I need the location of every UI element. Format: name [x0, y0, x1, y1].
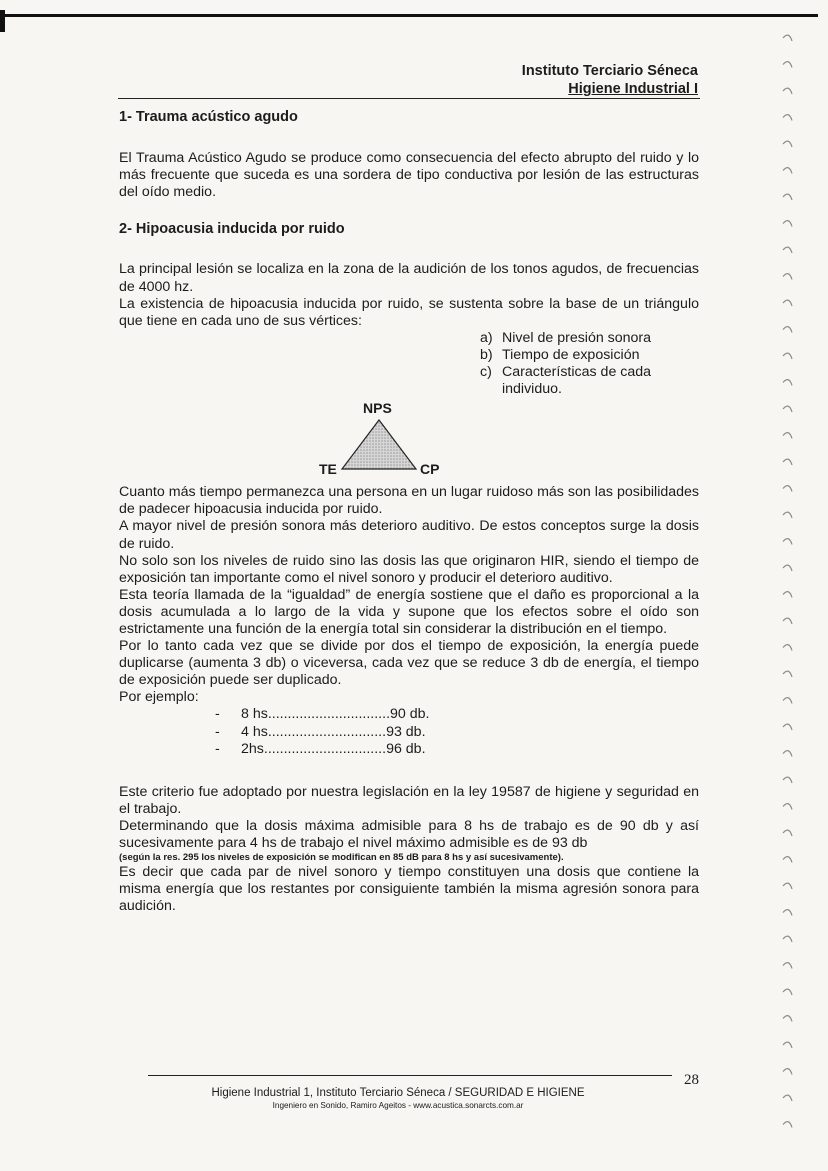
list-item-text: 8 hs...............................90 db.: [241, 706, 430, 723]
list-item-text: Nivel de presión sonora: [502, 329, 652, 346]
triangle-label-left: TE: [319, 461, 337, 478]
section-2-paragraph-5: No solo son los niveles de ruido sino las dosis las que originaron HIR, siendo el tiempo de exposición tan importante como el nivel sonoro y producir el deterioro auditivo.: [119, 552, 699, 586]
binding-ring-mark: [783, 88, 792, 94]
footer-rule: [148, 1075, 672, 1076]
binding-ring-mark: [783, 406, 792, 412]
binding-ring-mark: [783, 433, 792, 439]
binding-ring-mark: [783, 353, 792, 359]
triangle-label-top: NPS: [363, 400, 392, 417]
binding-ring-mark: [783, 247, 792, 253]
binding-ring-mark: [783, 35, 792, 41]
binding-ring-mark: [783, 62, 792, 68]
section-2-paragraph-4: A mayor nivel de presión sonora más deterioro auditivo. De estos conceptos surge la dosis de ruido.: [119, 518, 699, 552]
noise-triangle-diagram: [294, 398, 444, 478]
list-item-label: a): [480, 329, 493, 346]
binding-ring-mark: [783, 380, 792, 386]
list-item: [215, 706, 699, 723]
binding-ring-mark: [783, 671, 792, 677]
binding-ring-mark: [783, 141, 792, 147]
section-1-title: 1- Trauma acústico agudo: [119, 109, 298, 125]
binding-ring-mark: [783, 168, 792, 174]
binding-ring-mark: [783, 857, 792, 863]
binding-ring-mark: [783, 565, 792, 571]
list-item: [480, 347, 699, 364]
closing-paragraph-2: Determinando que la dosis máxima admisible para 8 hs de trabajo es de 90 db y así sucesivamente para 4 hs de trabajo el nivel máximo admisible es de 93 db: [119, 817, 699, 851]
binding-ring-mark: [783, 512, 792, 518]
section-2-paragraph-2: La existencia de hipoacusia inducida por ruido, se sustenta sobre la base de un triángulo que tiene en cada uno de sus vértices:: [119, 295, 699, 329]
binding-ring-mark: [783, 1095, 792, 1101]
binding-ring-mark: [783, 274, 792, 280]
binding-ring-mark: [783, 724, 792, 730]
list-item-label: b): [480, 346, 493, 363]
footer-line-1: Higiene Industrial 1, Instituto Terciario Séneca / SEGURIDAD E HIGIENE: [211, 1087, 585, 1099]
closing-paragraph-3: Es decir que cada par de nivel sonoro y tiempo constituyen una dosis que contiene la misma energía que los restantes por consiguiente también la misma agresión sonora para audición.: [119, 864, 699, 915]
example-list: [215, 706, 699, 757]
binding-ring-mark: [783, 698, 792, 704]
binding-ring-mark: [783, 936, 792, 942]
binding-ring-mark: [783, 539, 792, 545]
binding-ring-mark: [783, 1069, 792, 1075]
binding-ring-mark: [783, 459, 792, 465]
list-item-text: Tiempo de exposición: [502, 346, 640, 363]
binding-ring-mark: [783, 910, 792, 916]
section-2-paragraph-8: Por ejemplo:: [119, 689, 199, 706]
triangle-label-right: CP: [420, 461, 440, 478]
binding-ring-mark: [783, 1122, 792, 1128]
binding-ring-mark: [783, 486, 792, 492]
header-course: Higiene Industrial I: [568, 81, 698, 97]
binding-ring-mark: [783, 618, 792, 624]
binding-ring-mark: [783, 115, 792, 121]
list-item-label: c): [480, 364, 492, 381]
binding-ring-mark: [783, 300, 792, 306]
scan-top-border: [0, 14, 818, 17]
list-item: [215, 724, 699, 741]
binding-ring-mark: [783, 989, 792, 995]
list-item: [480, 364, 699, 398]
list-item-dash: -: [215, 706, 220, 723]
binding-ring-mark: [783, 777, 792, 783]
list-item-text: 4 hs..............................93 db.: [241, 723, 426, 740]
list-item: [480, 330, 699, 347]
document-body: [119, 109, 699, 915]
closing-paragraph-1: Este criterio fue adoptado por nuestra legislación en la ley 19587 de higiene y seguridad en el trabajo.: [119, 783, 699, 817]
binding-ring-mark: [783, 830, 792, 836]
binding-ring-mark: [783, 751, 792, 757]
binding-rings-decoration: [780, 28, 810, 1158]
binding-ring-mark: [783, 1016, 792, 1022]
page-header: [118, 62, 698, 98]
binding-ring-mark: [783, 645, 792, 651]
page-number: 28: [684, 1072, 699, 1088]
binding-ring-mark: [783, 883, 792, 889]
binding-ring-mark: [783, 1042, 792, 1048]
header-rule: [118, 98, 700, 99]
list-item-text: 2hs...............................96 db.: [241, 740, 426, 757]
binding-ring-mark: [783, 221, 792, 227]
factor-list: [480, 330, 699, 398]
binding-ring-mark: [783, 804, 792, 810]
list-item-text: Características de cada individuo.: [502, 364, 652, 398]
binding-ring-mark: [783, 327, 792, 333]
binding-ring-mark: [783, 963, 792, 969]
section-2-paragraph-6: Esta teoría llamada de la “igualdad” de energía sostiene que el daño es proporcional a la dosis acumulada a lo largo de la vida y supone que los efectos sobre el oído son estrictamente una función de la energía total sin considerar la distribución en el tiempo.: [119, 586, 699, 637]
list-item-dash: -: [215, 723, 220, 740]
page-footer: [148, 1086, 648, 1111]
header-institution: Instituto Terciario Séneca: [521, 63, 698, 79]
section-2-paragraph-7: Por lo tanto cada vez que se divide por dos el tiempo de exposición, la energía puede duplicarse (aumenta 3 db) o viceversa, cada vez que se reduce 3 db de energía, el tiempo de exposición puede ser duplicado.: [119, 638, 699, 689]
footer-line-2: Ingeniero en Sonido, Ramiro Ageitos - www.acustica.sonarcts.com.ar: [272, 1101, 524, 1110]
section-2-paragraph-3: Cuanto más tiempo permanezca una persona en un lugar ruidoso más son las posibilidades de padecer hipoacusia inducida por ruido.: [119, 484, 699, 518]
section-1-paragraph: El Trauma Acústico Agudo se produce como consecuencia del efecto abrupto del ruido y lo más frecuente que suceda es una sordera de tipo conductiva por lesión de las estructuras del oído medio.: [119, 150, 699, 201]
list-item-dash: -: [215, 740, 220, 757]
section-2-paragraph-1: La principal lesión se localiza en la zona de la audición de los tonos agudos, de frecuencias de 4000 hz.: [119, 261, 699, 295]
list-item: [215, 741, 699, 758]
legal-note: (según la res. 295 los niveles de exposición se modifican en 85 dB para 8 hs y así sucesivamente).: [119, 852, 564, 864]
binding-ring-mark: [783, 592, 792, 598]
section-2-title: 2- Hipoacusia inducida por ruido: [119, 221, 345, 238]
binding-ring-mark: [783, 194, 792, 200]
